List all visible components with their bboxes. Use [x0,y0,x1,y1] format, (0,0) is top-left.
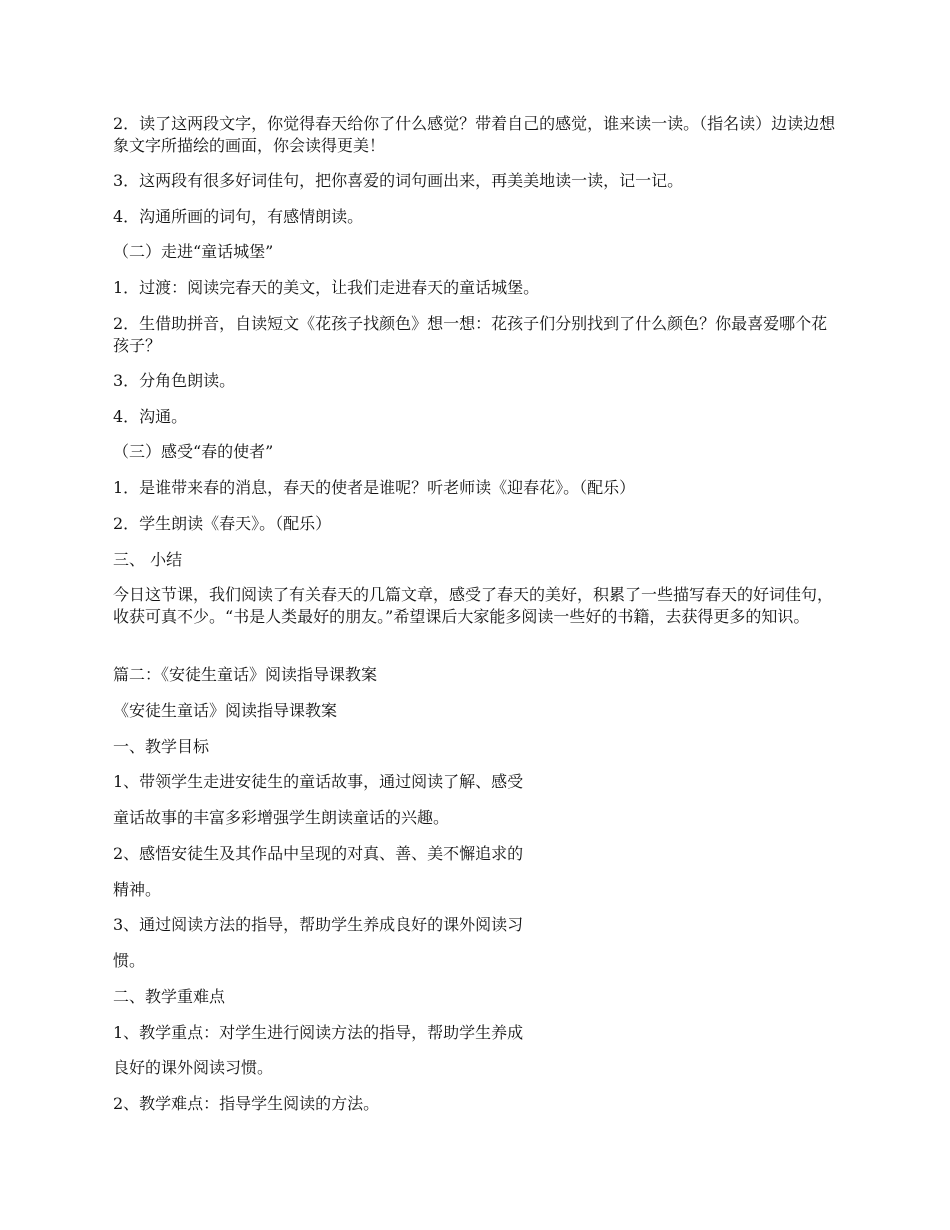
article-title: 篇二：《安徒生童话》阅读指导课教案 [113,665,378,684]
paragraph: 2．读了这两段文字，你觉得春天给你了什么感觉？带着自己的感觉，谁来读一读。（指名读）边读边想象文字所描绘的画面，你会读得更美！ [113,114,836,155]
paragraph: 3．这两段有很多好词佳句，把你喜爱的词句画出来，再美美地读一读，记一记。 [113,171,684,190]
section-heading: 三、 小结 [113,550,183,569]
paragraph: 1．过渡：阅读完春天的美文，让我们走进春天的童话城堡。 [113,278,540,297]
paragraph: 今日这节课，我们阅读了有关春天的几篇文章，感受了春天的美好，积累了一些描写春天的好词佳句，收获可真不少。“书是人类最好的朋友。”希望课后大家能多阅读一些好的书籍，去获得更多的知识。 [113,585,834,626]
article-subtitle: 《安徒生童话》阅读指导课教案 [113,701,338,720]
paragraph: 3．分角色朗读。 [113,371,236,390]
paragraph: 4．沟通所画的词句，有感情朗读。 [113,207,364,226]
paragraph: 3、通过阅读方法的指导，帮助学生养成良好的课外阅读习 [113,915,524,934]
paragraph: 童话故事的丰富多彩增强学生朗读童话的兴趣。 [113,808,450,827]
paragraph: 精神。 [113,880,162,899]
paragraph: 2．生借助拼音，自读短文《花孩子找颜色》想一想：花孩子们分别找到了什么颜色？你最喜爱哪个花孩子？ [113,314,828,355]
paragraph: 惯。 [113,951,146,970]
section-heading: 二、教学重难点 [113,987,226,1006]
section-heading: （三）感受“春的使者” [113,442,274,461]
paragraph: 1．是谁带来春的消息，春天的使者是谁呢？听老师读《迎春花》。（配乐） [113,478,636,497]
paragraph: 2、教学难点：指导学生阅读的方法。 [113,1094,380,1113]
section-heading: 一、教学目标 [113,737,210,756]
section-heading: （二）走进“童话城堡” [113,242,274,261]
paragraph: 良好的课外阅读习惯。 [113,1058,274,1077]
paragraph: 4．沟通。 [113,407,188,426]
paragraph: 1、教学重点：对学生进行阅读方法的指导，帮助学生养成 [113,1023,524,1042]
paragraph: 2、感悟安徒生及其作品中呈现的对真、善、美不懈追求的 [113,844,524,863]
paragraph: 1、带领学生走进安徒生的童话故事，通过阅读了解、感受 [113,772,524,791]
paragraph: 2．学生朗读《春天》。（配乐） [113,514,332,533]
